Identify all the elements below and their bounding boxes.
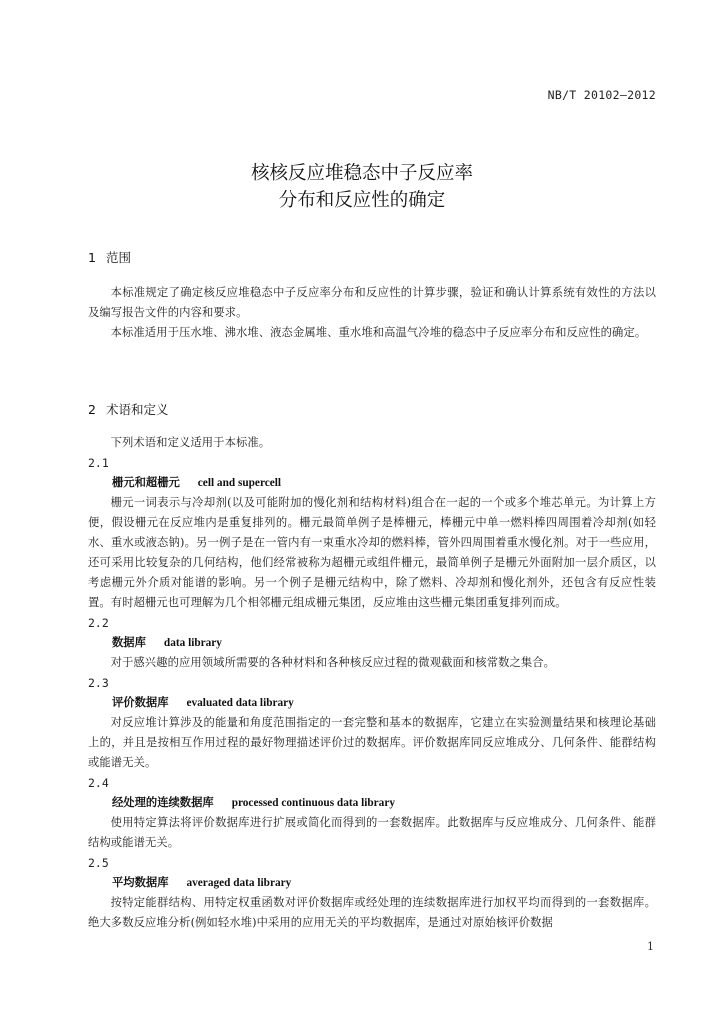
section-1-body: [88, 283, 656, 343]
term-title: [88, 633, 656, 653]
clause-number: 2.3: [88, 676, 109, 690]
clause-number: 2.2: [88, 616, 109, 630]
term-zh: 平均数据库: [112, 876, 169, 889]
term-title: [88, 693, 656, 713]
term-2-5: [88, 853, 656, 933]
clause-number: 2.1: [88, 456, 109, 470]
term-2-1: [88, 453, 656, 613]
title-line-2: 分布和反应性的确定: [278, 190, 446, 211]
paragraph: 本标准适用于压水堆、沸水堆、液态金属堆、重水堆和高温气冷堆的稳态中子反应率分布和反应性的确定。: [110, 326, 647, 339]
term-zh: 评价数据库: [112, 696, 169, 709]
clause-number: 2.5: [88, 856, 109, 870]
term-2-2: [88, 613, 656, 673]
section-2: [88, 400, 656, 418]
page-number: 1: [647, 940, 654, 953]
section-2-heading: [88, 400, 656, 418]
term-en: averaged data library: [186, 877, 292, 889]
term-definition: 使用特定算法将评价数据库进行扩展或简化而得到的一套数据库。此数据库与反应堆成分、几何条件、能群结构或能谱无关。: [88, 816, 656, 849]
clause-number: 2.4: [88, 776, 109, 790]
term-title: [88, 473, 656, 493]
section-1-heading: [88, 248, 656, 266]
section-1-title: 范围: [106, 250, 132, 265]
section-1-number: 1: [88, 250, 96, 265]
section-2-title: 术语和定义: [106, 402, 169, 417]
term-title: [88, 793, 656, 813]
term-zh: 经处理的连续数据库: [112, 796, 214, 809]
term-definition: 按特定能群结构、用特定权重函数对评价数据库或经处理的连续数据库进行加权平均而得到的一套数据库。绝大多数反应堆分析(例如轻水堆)中采用的应用无关的平均数据库，是通过对原始核评价数据: [88, 896, 656, 929]
term-zh: 栅元和超栅元: [112, 476, 180, 489]
section-2-body: [88, 433, 656, 933]
paragraph: 本标准规定了确定核反应堆稳态中子反应率分布和反应性的计算步骤，验证和确认计算系统有效性的方法以及编写报告文件的内容和要求。: [88, 286, 656, 319]
term-en: cell and supercell: [197, 477, 282, 489]
section-2-number: 2: [88, 402, 96, 417]
term-definition: 栅元一词表示与冷却剂(以及可能附加的慢化剂和结构材料)组合在一起的一个或多个堆芯单元。为计算上方便，假设栅元在反应堆内是重复排列的。栅元最简单例子是棒栅元，棒栅元中单一燃料棒四周围着冷却剂(如轻水、重水或液态钠)。另一例子是在一管内有一束重水冷却的燃料棒，管外四周围着重水慢化剂。对于一些应用，还可采用比较复杂的几何结构，他们经常被称为超栅元或组件栅元，最简单例子是栅元外面附加一层介质区，以考虑栅元外介质对能谱的影响。另一个例子是栅元结构中，除了燃料、冷却剂和慢化剂外，还包含有反应性装置。有时超栅元也可理解为几个相邻栅元组成栅元集团，反应堆由这些栅元集团重复排列而成。: [88, 496, 656, 609]
section-2-intro: 下列术语和定义适用于本标准。: [110, 436, 271, 449]
title-line-1: 核核反应堆稳态中子反应率: [250, 163, 473, 184]
term-2-4: [88, 773, 656, 853]
term-zh: 数据库: [112, 636, 146, 649]
term-2-3: [88, 673, 656, 773]
document-title: [0, 160, 724, 214]
term-title: [88, 873, 656, 893]
term-definition: 对于感兴趣的应用领域所需要的各种材料和各种核反应过程的微观截面和核常数之集合。: [110, 656, 556, 669]
term-en: processed continuous data library: [231, 797, 395, 809]
term-definition: 对反应堆计算涉及的能量和角度范围指定的一套完整和基本的数据库，它建立在实验测量结果和核理论基础上的，并且是按相互作用过程的最好物理描述评价过的数据库。评价数据库同反应堆成分、几何条件、能群结构或能谱无关。: [88, 716, 656, 769]
section-1: [88, 248, 656, 266]
term-en: data library: [163, 637, 222, 649]
standard-code: NB/T 20102—2012: [547, 88, 656, 102]
term-en: evaluated data library: [186, 697, 294, 709]
